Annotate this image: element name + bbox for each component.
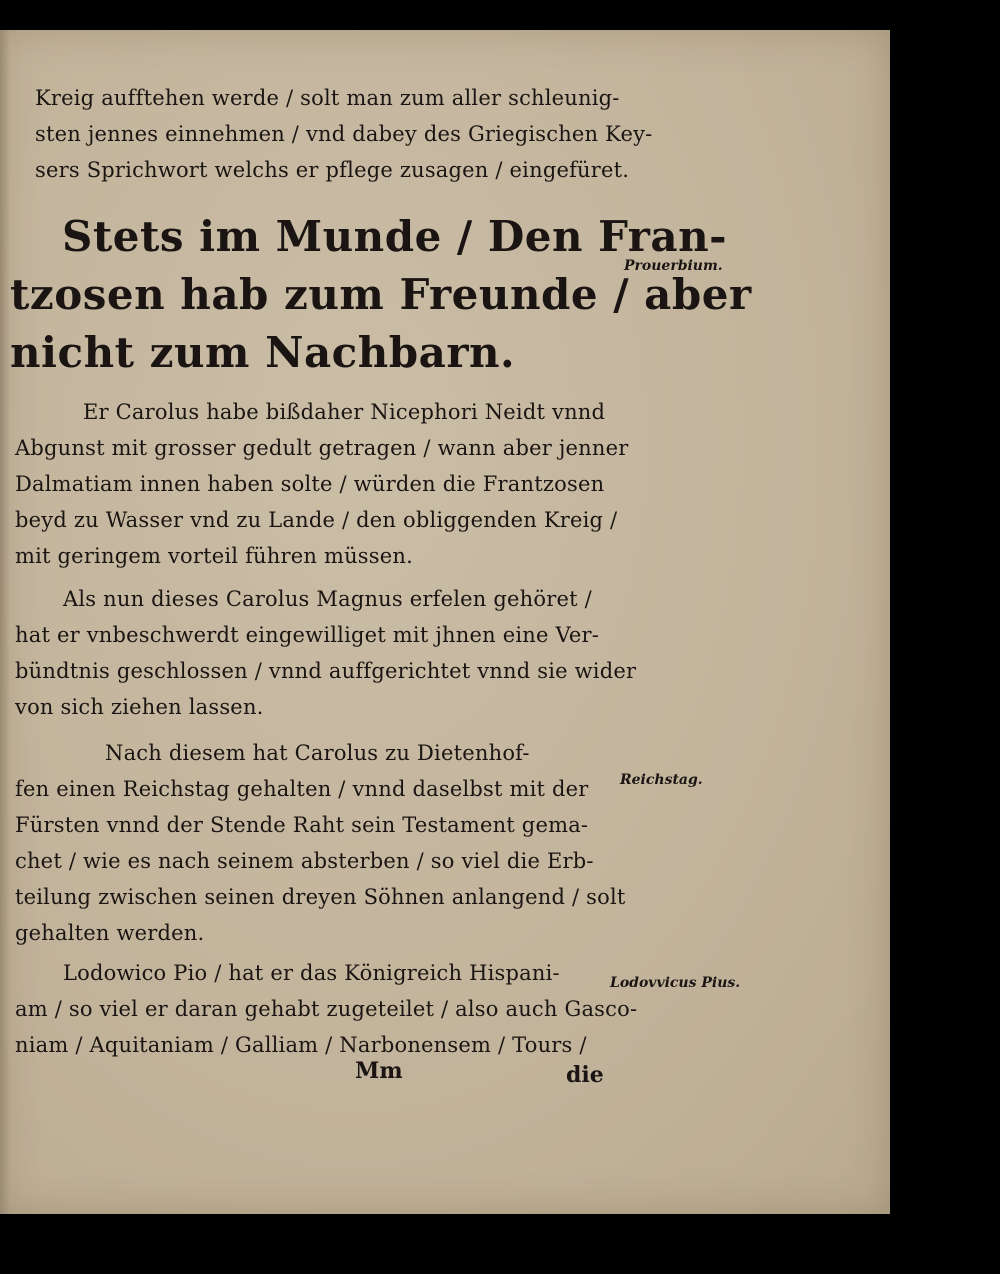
margin-note-lodovicus: Lodovvicus Pius.: [610, 975, 741, 991]
catchword: die: [566, 1062, 604, 1088]
text-line: teilung zwischen seinen dreyen Söhnen anlangend / solt: [15, 885, 626, 909]
text-line: chet / wie es nach seinem absterben / so viel die Erb-: [15, 849, 594, 873]
paragraph-3: [15, 581, 637, 725]
text-line: niam / Aquitaniam / Galliam / Narbonensem / Tours /: [15, 1033, 587, 1057]
text-line: fen einen Reichstag gehalten / vnnd daselbst mit der: [15, 777, 589, 801]
margin-note-proverbium: Prouerbium.: [624, 258, 723, 274]
text-line: sten jennes einnehmen / vnd dabey des Griegischen Key-: [35, 122, 653, 146]
text-line: hat er vnbeschwerdt eingewilliget mit jhnen eine Ver-: [15, 623, 600, 647]
text-line: Als nun dieses Carolus Magnus erfelen gehöret /: [63, 587, 592, 611]
text-line: mit geringem vorteil führen müssen.: [15, 544, 413, 568]
text-line: Abgunst mit grosser gedult getragen / wann aber jenner: [15, 436, 629, 460]
paragraph-5: [15, 955, 638, 1063]
text-line: bündtnis geschlossen / vnnd auffgerichtet vnnd sie wider: [15, 659, 637, 683]
paragraph-4: [15, 735, 626, 951]
proverb-line: nicht zum Nachbarn.: [10, 328, 516, 377]
proverb-line: tzosen hab zum Freunde / aber: [10, 270, 752, 319]
text-line: Nach diesem hat Carolus zu Dietenhof-: [105, 741, 530, 765]
text-line: Fürsten vnnd der Stende Raht sein Testament gema-: [15, 813, 589, 837]
text-line: am / so viel er daran gehabt zugeteilet / also auch Gasco-: [15, 997, 638, 1021]
text-line: Er Carolus habe bißdaher Nicephori Neidt vnnd: [83, 400, 606, 424]
text-line: sers Sprichwort welchs er pflege zusagen / eingefüret.: [35, 158, 630, 182]
paragraph-1: [35, 80, 653, 188]
proverb-line: Stets im Munde / Den Fran-: [62, 212, 728, 261]
paragraph-2: [15, 394, 629, 574]
page-gutter-shadow: [0, 30, 10, 1214]
text-line: beyd zu Wasser vnd zu Lande / den obliggenden Kreig /: [15, 508, 618, 532]
margin-note-reichstag: Reichstag.: [620, 772, 703, 788]
text-line: Dalmatiam innen haben solte / würden die Frantzosen: [15, 472, 605, 496]
text-line: Kreig aufftehen werde / solt man zum aller schleunig-: [35, 86, 620, 110]
text-line: gehalten werden.: [15, 921, 205, 945]
book-page: [0, 30, 890, 1214]
text-line: von sich ziehen lassen.: [15, 695, 264, 719]
signature-mark: Mm: [355, 1058, 403, 1084]
text-line: Lodowico Pio / hat er das Königreich Hispani-: [63, 961, 560, 985]
